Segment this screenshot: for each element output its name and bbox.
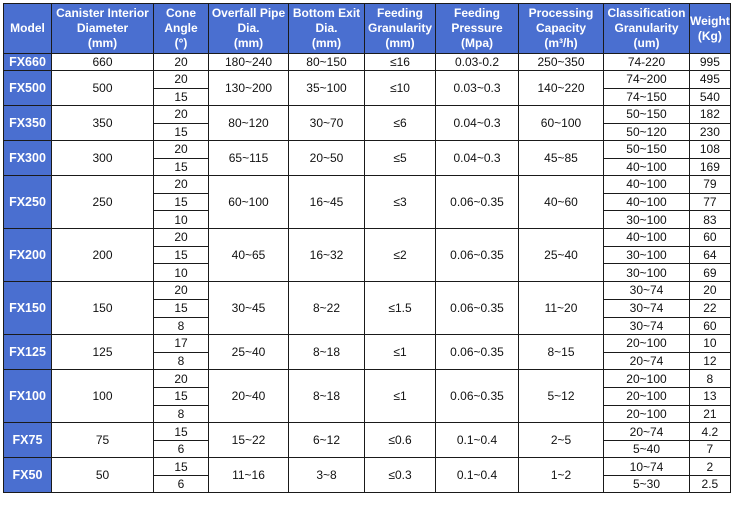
table-row xyxy=(4,141,731,159)
weight-cell: 83 xyxy=(690,211,731,229)
overfall-cell: 20~40 xyxy=(209,370,289,423)
weight-cell: 7 xyxy=(690,440,731,458)
capacity-cell: 45~85 xyxy=(519,141,604,176)
class-granularity-cell: 20~74 xyxy=(604,423,690,441)
class-granularity-cell: 20~100 xyxy=(604,335,690,353)
model-cell: FX250 xyxy=(4,176,52,229)
header-line: Granularity xyxy=(614,21,679,35)
bottom-exit-cell: 16~32 xyxy=(289,229,365,282)
model-cell: FX300 xyxy=(4,141,52,176)
header-bottom-exit-dia xyxy=(289,4,365,54)
header-line: (m³/h) xyxy=(544,36,578,50)
header-feeding-granularity xyxy=(365,4,436,54)
header-line: Canister Interior xyxy=(56,6,149,20)
cone-angle-cell: 20 xyxy=(154,229,209,247)
diameter-cell: 125 xyxy=(52,335,154,370)
model-cell: FX50 xyxy=(4,458,52,493)
capacity-cell: 2~5 xyxy=(519,423,604,458)
bottom-exit-cell: 3~8 xyxy=(289,458,365,493)
weight-cell: 495 xyxy=(690,71,731,89)
header-line: (Kg) xyxy=(697,28,722,43)
overfall-cell: 60~100 xyxy=(209,176,289,229)
weight-cell: 2.5 xyxy=(690,475,731,493)
header-line: Overfall Pipe xyxy=(211,6,286,20)
cone-angle-cell: 6 xyxy=(154,440,209,458)
weight-cell: 64 xyxy=(690,246,731,264)
header-line: Weight xyxy=(690,13,730,28)
class-granularity-cell: 30~100 xyxy=(604,211,690,229)
spec-table xyxy=(3,3,731,493)
class-granularity-cell: 50~120 xyxy=(604,123,690,141)
model-cell: FX660 xyxy=(4,54,52,71)
header-line: Feeding xyxy=(376,6,423,20)
header-line: Granularity xyxy=(367,21,433,35)
bottom-exit-cell: 80~150 xyxy=(289,54,365,71)
feed-granularity-cell: ≤6 xyxy=(365,106,436,141)
overfall-cell: 25~40 xyxy=(209,335,289,370)
header-cone-angle xyxy=(154,4,209,54)
feed-granularity-cell: ≤0.6 xyxy=(365,423,436,458)
pressure-cell: 0.06~0.35 xyxy=(436,335,519,370)
weight-cell: 20 xyxy=(690,282,731,300)
header-line: Pressure xyxy=(451,21,503,35)
weight-cell: 12 xyxy=(690,352,731,370)
weight-cell: 77 xyxy=(690,193,731,211)
weight-cell: 169 xyxy=(690,158,731,176)
cone-angle-cell: 20 xyxy=(154,71,209,89)
class-granularity-cell: 20~100 xyxy=(604,370,690,388)
class-granularity-cell: 30~74 xyxy=(604,317,690,335)
cone-angle-cell: 8 xyxy=(154,352,209,370)
bottom-exit-cell: 20~50 xyxy=(289,141,365,176)
overfall-cell: 80~120 xyxy=(209,106,289,141)
class-granularity-cell: 20~100 xyxy=(604,405,690,423)
cone-angle-cell: 20 xyxy=(154,54,209,71)
header-line: Processing xyxy=(528,6,594,20)
pressure-cell: 0.03-0.2 xyxy=(436,54,519,71)
pressure-cell: 0.06~0.35 xyxy=(436,370,519,423)
weight-cell: 995 xyxy=(690,54,731,71)
overfall-cell: 65~115 xyxy=(209,141,289,176)
header-row xyxy=(4,4,731,54)
class-granularity-cell: 50~150 xyxy=(604,141,690,159)
capacity-cell: 140~220 xyxy=(519,71,604,106)
class-granularity-cell: 20~74 xyxy=(604,352,690,370)
cone-angle-cell: 20 xyxy=(154,141,209,159)
feed-granularity-cell: ≤1.5 xyxy=(365,282,436,335)
header-line: (Mpa) xyxy=(461,36,493,50)
model-cell: FX75 xyxy=(4,423,52,458)
header-line: Feeding xyxy=(453,6,500,20)
bottom-exit-cell: 8~22 xyxy=(289,282,365,335)
pressure-cell: 0.06~0.35 xyxy=(436,282,519,335)
weight-cell: 182 xyxy=(690,106,731,124)
header-line: (mm) xyxy=(311,36,342,50)
header-line: Diameter xyxy=(76,21,129,35)
overfall-cell: 130~200 xyxy=(209,71,289,106)
class-granularity-cell: 30~100 xyxy=(604,246,690,264)
weight-cell: 10 xyxy=(690,335,731,353)
overfall-cell: 11~16 xyxy=(209,458,289,493)
class-granularity-cell: 40~100 xyxy=(604,229,690,247)
header-processing-capacity xyxy=(519,4,604,54)
weight-cell: 13 xyxy=(690,387,731,405)
weight-cell: 69 xyxy=(690,264,731,282)
weight-cell: 21 xyxy=(690,405,731,423)
cone-angle-cell: 6 xyxy=(154,475,209,493)
header-canister-diameter xyxy=(52,4,154,54)
cone-angle-cell: 15 xyxy=(154,88,209,106)
bottom-exit-cell: 16~45 xyxy=(289,176,365,229)
cone-angle-cell: 20 xyxy=(154,282,209,300)
model-cell: FX200 xyxy=(4,229,52,282)
table-row xyxy=(4,229,731,247)
diameter-cell: 500 xyxy=(52,71,154,106)
capacity-cell: 25~40 xyxy=(519,229,604,282)
class-granularity-cell: 40~100 xyxy=(604,158,690,176)
bottom-exit-cell: 30~70 xyxy=(289,106,365,141)
weight-cell: 22 xyxy=(690,299,731,317)
diameter-cell: 75 xyxy=(52,423,154,458)
header-line: (um) xyxy=(633,36,660,50)
feed-granularity-cell: ≤10 xyxy=(365,71,436,106)
weight-cell: 79 xyxy=(690,176,731,194)
header-weight xyxy=(690,4,731,54)
cone-angle-cell: 15 xyxy=(154,193,209,211)
table-row xyxy=(4,106,731,124)
capacity-cell: 250~350 xyxy=(519,54,604,71)
header-line: (mm) xyxy=(233,36,264,50)
table-row xyxy=(4,423,731,441)
capacity-cell: 5~12 xyxy=(519,370,604,423)
diameter-cell: 100 xyxy=(52,370,154,423)
table-header xyxy=(4,4,731,54)
header-model xyxy=(4,4,52,54)
weight-cell: 2 xyxy=(690,458,731,476)
class-granularity-cell: 5~30 xyxy=(604,475,690,493)
bottom-exit-cell: 8~18 xyxy=(289,335,365,370)
pressure-cell: 0.06~0.35 xyxy=(436,229,519,282)
cone-angle-cell: 8 xyxy=(154,405,209,423)
weight-cell: 230 xyxy=(690,123,731,141)
cone-angle-cell: 8 xyxy=(154,317,209,335)
cone-angle-cell: 15 xyxy=(154,246,209,264)
header-line: Bottom Exit xyxy=(292,6,361,20)
diameter-cell: 50 xyxy=(52,458,154,493)
header-line: Capacity xyxy=(535,21,587,35)
weight-cell: 8 xyxy=(690,370,731,388)
diameter-cell: 200 xyxy=(52,229,154,282)
capacity-cell: 1~2 xyxy=(519,458,604,493)
table-row xyxy=(4,335,731,353)
cone-angle-cell: 20 xyxy=(154,370,209,388)
cone-angle-cell: 17 xyxy=(154,335,209,353)
header-line: Angle xyxy=(164,21,198,35)
weight-cell: 60 xyxy=(690,317,731,335)
class-granularity-cell: 30~100 xyxy=(604,264,690,282)
pressure-cell: 0.04~0.3 xyxy=(436,141,519,176)
weight-cell: 4.2 xyxy=(690,423,731,441)
feed-granularity-cell: ≤2 xyxy=(365,229,436,282)
class-granularity-cell: 74~200 xyxy=(604,71,690,89)
pressure-cell: 0.04~0.3 xyxy=(436,106,519,141)
capacity-cell: 8~15 xyxy=(519,335,604,370)
capacity-cell: 40~60 xyxy=(519,176,604,229)
class-granularity-cell: 40~100 xyxy=(604,176,690,194)
header-line: (mm) xyxy=(385,36,415,50)
diameter-cell: 150 xyxy=(52,282,154,335)
cone-angle-cell: 15 xyxy=(154,123,209,141)
header-line: Dia. xyxy=(315,21,338,35)
cone-angle-cell: 15 xyxy=(154,158,209,176)
capacity-cell: 60~100 xyxy=(519,106,604,141)
table-row xyxy=(4,54,731,71)
weight-cell: 108 xyxy=(690,141,731,159)
cone-angle-cell: 15 xyxy=(154,387,209,405)
cone-angle-cell: 10 xyxy=(154,264,209,282)
cone-angle-cell: 15 xyxy=(154,423,209,441)
model-cell: FX500 xyxy=(4,71,52,106)
pressure-cell: 0.06~0.35 xyxy=(436,176,519,229)
class-granularity-cell: 74-220 xyxy=(604,54,690,71)
table-row xyxy=(4,282,731,300)
weight-cell: 60 xyxy=(690,229,731,247)
cone-angle-cell: 20 xyxy=(154,176,209,194)
header-line: Classification xyxy=(607,6,686,20)
header-feeding-pressure xyxy=(436,4,519,54)
table-row xyxy=(4,176,731,194)
pressure-cell: 0.03~0.3 xyxy=(436,71,519,106)
weight-cell: 540 xyxy=(690,88,731,106)
feed-granularity-cell: ≤1 xyxy=(365,335,436,370)
class-granularity-cell: 50~150 xyxy=(604,106,690,124)
class-granularity-cell: 74~150 xyxy=(604,88,690,106)
feed-granularity-cell: ≤16 xyxy=(365,54,436,71)
bottom-exit-cell: 35~100 xyxy=(289,71,365,106)
overfall-cell: 180~240 xyxy=(209,54,289,71)
cone-angle-cell: 15 xyxy=(154,299,209,317)
model-cell: FX350 xyxy=(4,106,52,141)
diameter-cell: 660 xyxy=(52,54,154,71)
diameter-cell: 300 xyxy=(52,141,154,176)
cone-angle-cell: 15 xyxy=(154,458,209,476)
class-granularity-cell: 20~100 xyxy=(604,387,690,405)
table-row xyxy=(4,370,731,388)
class-granularity-cell: 5~40 xyxy=(604,440,690,458)
header-line: Cone xyxy=(166,6,196,20)
overfall-cell: 15~22 xyxy=(209,423,289,458)
class-granularity-cell: 40~100 xyxy=(604,193,690,211)
class-granularity-cell: 10~74 xyxy=(604,458,690,476)
bottom-exit-cell: 6~12 xyxy=(289,423,365,458)
feed-granularity-cell: ≤3 xyxy=(365,176,436,229)
header-overfall-pipe-dia xyxy=(209,4,289,54)
header-line: (°) xyxy=(174,36,188,50)
feed-granularity-cell: ≤0.3 xyxy=(365,458,436,493)
bottom-exit-cell: 8~18 xyxy=(289,370,365,423)
table-row xyxy=(4,71,731,89)
model-cell: FX150 xyxy=(4,282,52,335)
feed-granularity-cell: ≤5 xyxy=(365,141,436,176)
cone-angle-cell: 20 xyxy=(154,106,209,124)
overfall-cell: 30~45 xyxy=(209,282,289,335)
diameter-cell: 350 xyxy=(52,106,154,141)
cone-angle-cell: 10 xyxy=(154,211,209,229)
header-line: (mm) xyxy=(87,36,118,50)
pressure-cell: 0.1~0.4 xyxy=(436,458,519,493)
pressure-cell: 0.1~0.4 xyxy=(436,423,519,458)
header-line: Dia. xyxy=(237,21,260,35)
class-granularity-cell: 30~74 xyxy=(604,282,690,300)
overfall-cell: 40~65 xyxy=(209,229,289,282)
model-cell: FX100 xyxy=(4,370,52,423)
table-body xyxy=(4,54,731,493)
header-line: Model xyxy=(10,21,45,35)
table-row xyxy=(4,458,731,476)
capacity-cell: 11~20 xyxy=(519,282,604,335)
feed-granularity-cell: ≤1 xyxy=(365,370,436,423)
model-cell: FX125 xyxy=(4,335,52,370)
header-classification-granularity xyxy=(604,4,690,54)
class-granularity-cell: 30~74 xyxy=(604,299,690,317)
diameter-cell: 250 xyxy=(52,176,154,229)
